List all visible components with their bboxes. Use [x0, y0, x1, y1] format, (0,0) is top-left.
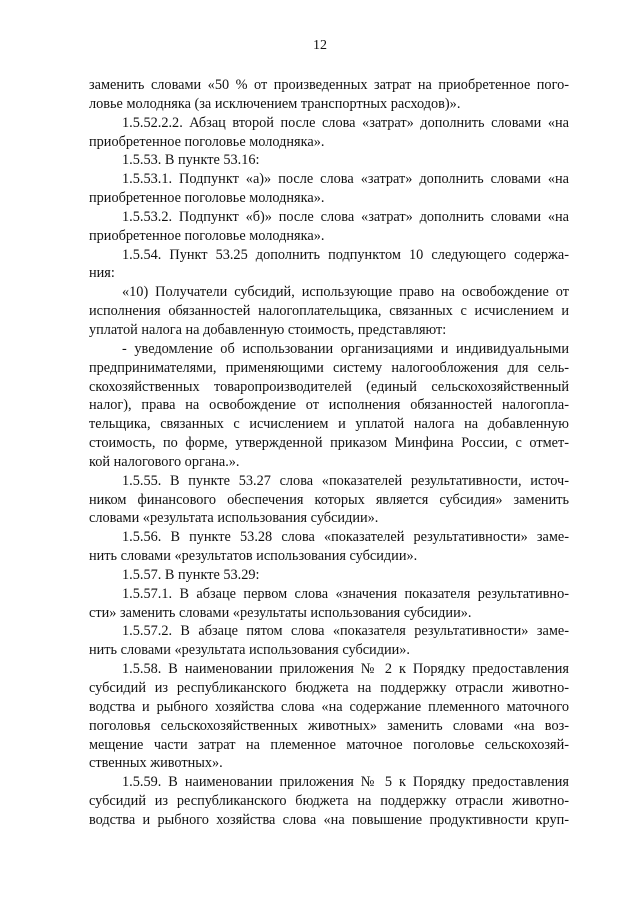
text-line: мещение части затрат на племенное маточное поголовье сельскохозяй-	[89, 736, 569, 753]
text-line: 1.5.53. В пункте 53.16:	[122, 152, 260, 169]
text-line: 1.5.54. Пункт 53.25 дополнить подпунктом 10 следующего содержа-	[122, 246, 569, 263]
text-line: словами «результата использования субсидии».	[89, 510, 379, 527]
text-line: 1.5.57. В пункте 53.29:	[122, 566, 260, 583]
text-line: налог), права на освобождение от исполнения обязанностей налогопла-	[89, 397, 569, 414]
text-line: водства и рыбного хозяйства слова «на содержание племенного маточного	[89, 698, 569, 715]
text-line: стоимость, по форме, утвержденной приказом Минфина России, с отмет-	[89, 435, 569, 452]
text-line: приобретенное поголовье молодняка».	[89, 133, 325, 150]
text-line: 1.5.56. В пункте 53.28 слова «показателей результативности» заме-	[122, 529, 569, 546]
text-line: приобретенное поголовье молодняка».	[89, 190, 325, 207]
text-line: субсидий из республиканского бюджета на поддержку отрасли животно-	[89, 680, 569, 696]
text-line: «10) Получатели субсидий, использующие право на освобождение от	[122, 284, 569, 301]
text-line: 1.5.53.2. Подпункт «б)» после слова «затрат» дополнить словами «на	[122, 208, 569, 225]
text-line: 1.5.57.1. В абзаце первом слова «значения показателя результативно-	[122, 585, 569, 602]
text-line: 1.5.52.2.2. Абзац второй после слова «затрат» дополнить словами «на	[122, 114, 569, 131]
text-line: поголовья сельскохозяйственных животных» заменить словами «на воз-	[89, 717, 569, 734]
text-line: предпринимателями, применяющими систему налогообложения для сель-	[89, 359, 569, 376]
text-line: сти» заменить словами «результаты использования субсидии».	[89, 604, 472, 621]
text-line: - уведомление об использовании организациями и индивидуальными	[122, 340, 569, 357]
text-line: ником финансового обеспечения которых является субсидия» заменить	[89, 491, 569, 508]
text-line: ственных животных».	[89, 755, 223, 772]
text-line: 1.5.59. В наименовании приложения № 5 к Порядку предоставления	[122, 774, 569, 791]
text-line: субсидий из республиканского бюджета на поддержку отрасли животно-	[89, 793, 569, 810]
text-line: скохозяйственных товаропроизводителей (единый сельскохозяйственный	[89, 378, 569, 395]
page-number: 12	[313, 38, 327, 53]
document-body	[89, 76, 569, 830]
text-line: уплатой налога на добавленную стоимость, представляют:	[89, 321, 447, 338]
text-line: нить словами «результата использования субсидии».	[89, 642, 411, 659]
text-line: водства и рыбного хозяйства слова «на повышение продуктивности круп-	[89, 811, 569, 828]
text-line: исполнения обязанностей налогоплательщика, связанных с исчислением и	[89, 303, 569, 320]
text-line: приобретенное поголовье молодняка».	[89, 227, 325, 244]
text-line: 1.5.55. В пункте 53.27 слова «показателей результативности, источ-	[122, 472, 569, 489]
text-line: нить словами «результатов использования субсидии».	[89, 548, 418, 565]
text-line: заменить словами «50 % от произведенных затрат на приобретенное пого-	[89, 77, 569, 93]
text-line: 1.5.58. В наименовании приложения № 2 к Порядку предоставления	[122, 661, 569, 678]
text-line: тельщика, связанных с исчислением и уплатой налога на добавленную	[89, 416, 569, 433]
text-line: 1.5.57.2. В абзаце пятом слова «показателя результативности» заме-	[122, 623, 569, 640]
text-line: кой налогового органа.».	[89, 453, 240, 470]
text-line: ния:	[89, 265, 115, 282]
text-line: 1.5.53.1. Подпункт «а)» после слова «затрат» дополнить словами «на	[122, 171, 569, 188]
text-line: ловье молодняка (за исключением транспортных расходов)».	[89, 95, 461, 112]
